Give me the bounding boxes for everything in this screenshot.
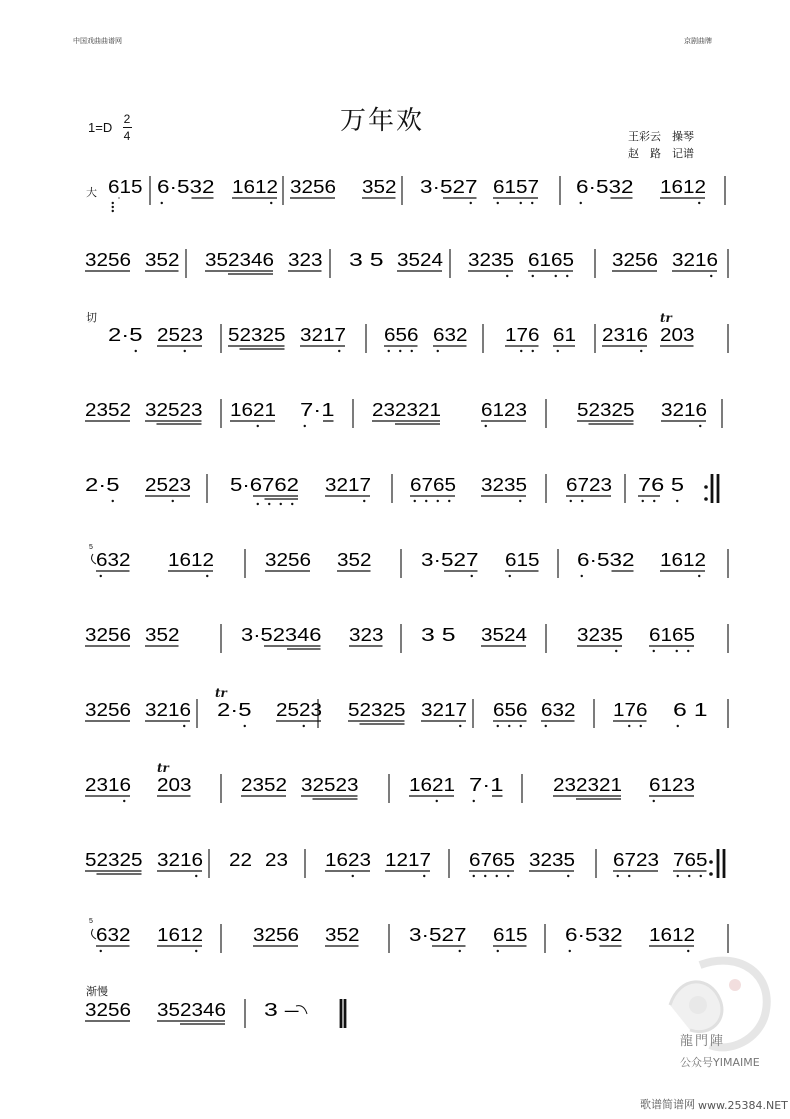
grace-note: 5: [89, 544, 93, 551]
octave-dot: [303, 725, 305, 727]
octave-dot: [677, 875, 679, 877]
note-group: 7·1: [469, 775, 504, 795]
watermark-logo-text: 龍門陣: [680, 1034, 726, 1049]
octave-dot: [688, 875, 690, 877]
octave-dot: [699, 425, 701, 427]
note-group: 2523: [145, 475, 191, 495]
octave-dot: [532, 275, 534, 277]
note-group: 3256: [85, 250, 131, 270]
octave-dot: [338, 350, 340, 352]
note-group: 76 5: [638, 475, 684, 495]
note-group: 3216: [672, 250, 718, 270]
note-group: 765: [673, 850, 708, 870]
note-group: 6765: [410, 475, 456, 495]
note-group: 352346: [157, 1000, 226, 1020]
note-group: 6723: [566, 475, 612, 495]
note-group: 3256: [253, 925, 299, 945]
octave-dot: [459, 950, 461, 952]
note-group: 2316: [602, 325, 648, 345]
octave-dot: [497, 725, 499, 727]
note-group: 3 5: [421, 625, 456, 645]
note-group: 1621: [409, 775, 455, 795]
trill-mark: tr: [157, 761, 169, 775]
note-group: 615: [108, 177, 143, 197]
time-signature-top: 2: [123, 112, 131, 126]
trill-mark: tr: [660, 311, 672, 325]
note-group: 22: [229, 850, 252, 870]
octave-dot: [473, 875, 475, 877]
octave-dot: [448, 500, 450, 502]
octave-dot: [531, 202, 533, 204]
watermark-site-name: 歌谱简谱网: [640, 1098, 695, 1111]
octave-dot: [520, 350, 522, 352]
octave-dot: [628, 875, 630, 877]
octave-dot: [112, 210, 114, 212]
repeat-dot: [709, 872, 713, 876]
note-group: 52325: [577, 400, 635, 420]
note-group: 61: [553, 325, 576, 345]
note-group: 656: [384, 325, 419, 345]
note-group: 1612: [157, 925, 203, 945]
octave-dot: [698, 202, 700, 204]
note-group: 232321: [553, 775, 622, 795]
note-group: 3216: [661, 400, 707, 420]
octave-dot: [687, 650, 689, 652]
octave-dot: [352, 875, 354, 877]
note-group: 3216: [145, 700, 191, 720]
octave-dot: [497, 950, 499, 952]
grace-note: 5: [89, 918, 93, 925]
octave-dot: [507, 875, 509, 877]
note-group: 2523: [276, 700, 322, 720]
note-group: 3·527: [409, 925, 467, 945]
octave-dot: [653, 650, 655, 652]
note-group: 2·5: [108, 325, 143, 345]
note-group: 3235: [529, 850, 575, 870]
note-group: 6·532: [565, 925, 623, 945]
note-group: 352: [325, 925, 360, 945]
note-group: 52325: [348, 700, 406, 720]
octave-dot: [710, 275, 712, 277]
watermark-url: www.25384.NET: [698, 1099, 788, 1112]
octave-dot: [497, 202, 499, 204]
note-group: 6165: [649, 625, 695, 645]
note-group: 3·52346: [241, 625, 322, 645]
octave-dot: [569, 950, 571, 952]
octave-dot: [195, 950, 197, 952]
octave-dot: [677, 725, 679, 727]
octave-dot: [304, 425, 306, 427]
octave-dot: [506, 275, 508, 277]
octave-dot: [436, 800, 438, 802]
key-signature: 1=D: [88, 120, 113, 135]
note-group: 3·527: [421, 550, 479, 570]
note-group: 632: [541, 700, 576, 720]
note-group: 2352: [85, 400, 131, 420]
note-group: 632: [96, 925, 131, 945]
time-signature-bottom: 4: [123, 129, 131, 143]
note-group: 32523: [301, 775, 359, 795]
repeat-dot: [709, 860, 713, 864]
octave-dot: [100, 575, 102, 577]
octave-dot: [508, 725, 510, 727]
octave-dot: [161, 202, 163, 204]
octave-dot: [485, 425, 487, 427]
octave-dot: [388, 350, 390, 352]
note-group: 52325: [85, 850, 143, 870]
note-group: 352: [337, 550, 372, 570]
note-group: 3256: [612, 250, 658, 270]
note-group: 176: [613, 700, 648, 720]
octave-dot: [557, 350, 559, 352]
mark-qie: 切: [86, 311, 97, 324]
note-group: 6 1: [673, 700, 708, 720]
octave-dot: [555, 275, 557, 277]
note-group: 176: [505, 325, 540, 345]
note-group: 323: [288, 250, 323, 270]
octave-dot: [581, 500, 583, 502]
octave-dot: [676, 650, 678, 652]
octave-dot: [291, 503, 293, 505]
octave-dot: [470, 202, 472, 204]
octave-dot: [112, 500, 114, 502]
octave-dot: [183, 725, 185, 727]
octave-dot: [257, 503, 259, 505]
note-group: 1612: [649, 925, 695, 945]
octave-dot: [257, 425, 259, 427]
octave-dot: [520, 202, 522, 204]
note-group: 3235: [577, 625, 623, 645]
note-group: 3256: [290, 177, 336, 197]
trill-mark: tr: [215, 686, 227, 700]
note-group: 3217: [421, 700, 467, 720]
note-group: 3217: [300, 325, 346, 345]
octave-dot: [437, 500, 439, 502]
watermark-wechat: 公众号YIMAIME: [680, 1056, 760, 1069]
octave-dot: [566, 275, 568, 277]
note-group: 203: [660, 325, 695, 345]
octave-dot: [423, 875, 425, 877]
octave-dot: [206, 575, 208, 577]
octave-dot: [471, 575, 473, 577]
note-group: 352346: [205, 250, 274, 270]
octave-dot: [653, 500, 655, 502]
octave-dot: [509, 575, 511, 577]
note-group: 2·5: [85, 475, 120, 495]
note-group: 352: [362, 177, 397, 197]
note-group: 1621: [230, 400, 276, 420]
octave-dot: [244, 725, 246, 727]
note-group: 6123: [649, 775, 695, 795]
note-group: 32523: [145, 400, 203, 420]
octave-dot: [676, 500, 678, 502]
credit-performer: 王彩云 操琴: [628, 130, 694, 143]
note-group: 1612: [660, 177, 706, 197]
note-group: 352: [145, 625, 180, 645]
octave-dot: [545, 725, 547, 727]
note-group: 2·5: [217, 700, 252, 720]
note-group: 3235: [468, 250, 514, 270]
note-group: 615: [493, 925, 528, 945]
octave-dot: [100, 950, 102, 952]
note-group: 6·532: [577, 550, 635, 570]
note-group: 1612: [232, 177, 278, 197]
octave-dot: [184, 350, 186, 352]
octave-dot: [700, 875, 702, 877]
note-group: 3235: [481, 475, 527, 495]
octave-dot: [581, 575, 583, 577]
octave-dot: [580, 202, 582, 204]
note-group: 6165: [528, 250, 574, 270]
octave-dot: [425, 500, 427, 502]
note-group: 6157: [493, 177, 539, 197]
note-group: 5·6762: [230, 475, 299, 495]
note-group: 3 5: [349, 250, 384, 270]
octave-dot: [172, 500, 174, 502]
note-group: 6765: [469, 850, 515, 870]
octave-dot: [653, 800, 655, 802]
note-group: 3524: [397, 250, 443, 270]
octave-dot: [123, 800, 125, 802]
octave-dot: [567, 875, 569, 877]
note-group: 1612: [660, 550, 706, 570]
octave-dot: [532, 350, 534, 352]
note-group: 3524: [481, 625, 527, 645]
note-group: 3256: [85, 625, 131, 645]
octave-dot: [268, 503, 270, 505]
octave-dot: [570, 500, 572, 502]
octave-dot: [615, 650, 617, 652]
octave-dot: [135, 350, 137, 352]
note-group: 3256: [85, 700, 131, 720]
octave-dot: [640, 725, 642, 727]
note-group: 3217: [325, 475, 371, 495]
octave-dot: [698, 575, 700, 577]
note-group: 1623: [325, 850, 371, 870]
octave-dot: [399, 350, 401, 352]
octave-dot: [112, 202, 114, 204]
note-group: 3 –: [264, 1000, 299, 1020]
page-title: 万年欢: [340, 106, 425, 136]
note-group: 3256: [85, 1000, 131, 1020]
note-group: 1612: [168, 550, 214, 570]
octave-dot: [640, 350, 642, 352]
octave-dot: [195, 875, 197, 877]
octave-dot: [473, 800, 475, 802]
note-group: 23: [265, 850, 288, 870]
note-group: 2523: [157, 325, 203, 345]
octave-dot: [270, 202, 272, 204]
note-group: 6·532: [157, 177, 215, 197]
note-group: 3216: [157, 850, 203, 870]
header-left: 中国戏曲曲谱网: [73, 37, 122, 45]
credit-transcriber: 赵 路 记谱: [628, 147, 694, 160]
octave-dot: [414, 500, 416, 502]
note-group: 2316: [85, 775, 131, 795]
note-group: 656: [493, 700, 528, 720]
note-group: 352: [145, 250, 180, 270]
note-group: 232321: [372, 400, 441, 420]
note-group: 52325: [228, 325, 286, 345]
note-group: 203: [157, 775, 192, 795]
note-group: 2352: [241, 775, 287, 795]
octave-dot: [628, 725, 630, 727]
header-right: 京剧曲牌: [684, 37, 712, 45]
note-group: 615: [505, 550, 540, 570]
octave-dot: [411, 350, 413, 352]
mark-jianman: 渐慢: [86, 985, 108, 998]
octave-dot: [519, 500, 521, 502]
note-group: 7·1: [300, 400, 335, 420]
note-group: 6723: [613, 850, 659, 870]
note-group: 1217: [385, 850, 431, 870]
note-group: 3256: [265, 550, 311, 570]
note-group: 6123: [481, 400, 527, 420]
octave-dot: [459, 725, 461, 727]
octave-dot: [280, 503, 282, 505]
octave-dot: [496, 875, 498, 877]
octave-dot: [112, 206, 114, 208]
note-group: 632: [96, 550, 131, 570]
octave-dot: [617, 875, 619, 877]
octave-dot: [437, 350, 439, 352]
note-group: 6·532: [576, 177, 634, 197]
octave-dot: [484, 875, 486, 877]
octave-dot: [363, 500, 365, 502]
mark-da: 大: [86, 186, 97, 199]
note-group: 323: [349, 625, 384, 645]
repeat-dot: [704, 497, 708, 501]
repeat-dot: [704, 485, 708, 489]
note-group: 632: [433, 325, 468, 345]
octave-dot: [520, 725, 522, 727]
note-group: 3·527: [420, 177, 478, 197]
octave-dot: [642, 500, 644, 502]
